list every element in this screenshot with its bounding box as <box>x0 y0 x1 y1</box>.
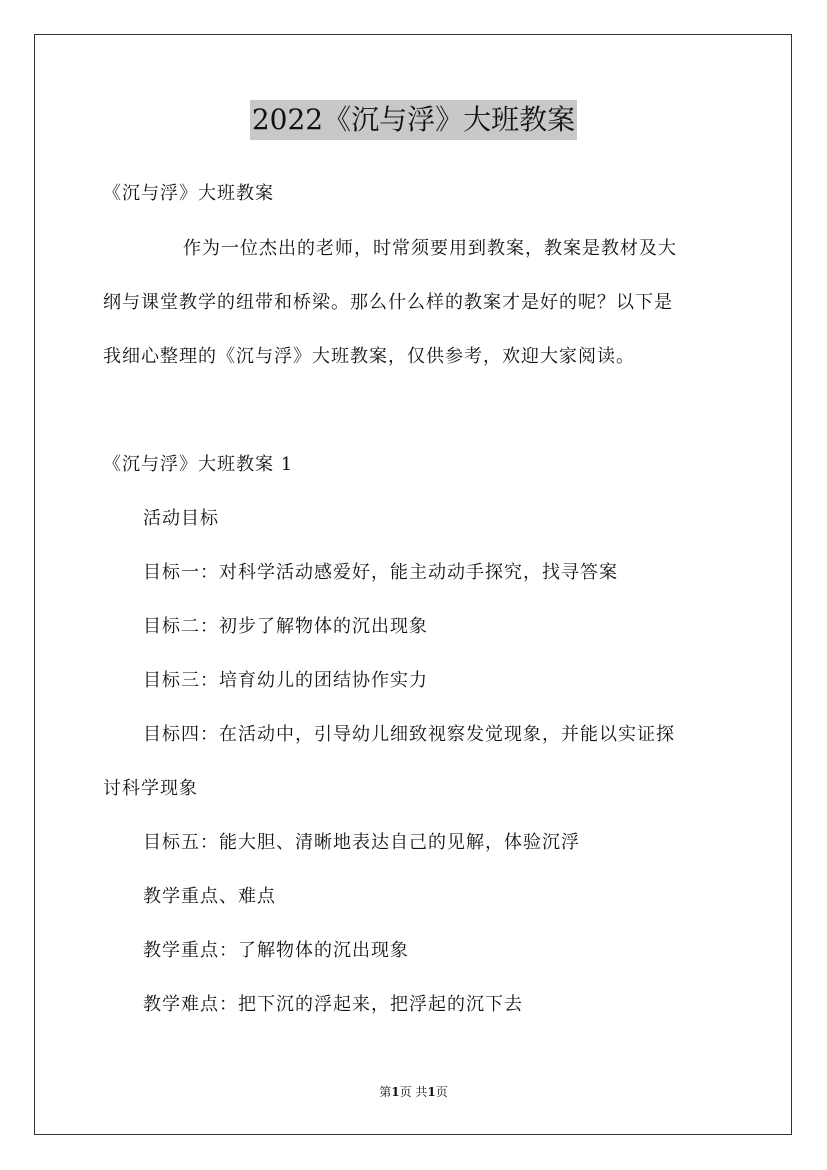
body-line-key-point: 教学重点：了解物体的沉出现象 <box>143 940 409 961</box>
footer-suffix: 页 <box>435 1085 448 1099</box>
body-line-key-points: 教学重点、难点 <box>143 886 276 907</box>
page-footer <box>0 1083 827 1101</box>
footer-prefix: 第 <box>379 1085 392 1099</box>
intro-line-1: 作为一位杰出的老师，时常须要用到教案，教案是教材及大 <box>183 238 677 259</box>
section-heading: 《沉与浮》大班教案 1 <box>103 454 294 475</box>
title-container <box>0 100 827 140</box>
footer-total-pages: 1 <box>427 1085 436 1099</box>
body-line-goal-4: 目标四：在活动中，引导幼儿细致视察发觉现象，并能以实证探 <box>143 724 675 745</box>
intro-line-3: 我细心整理的《沉与浮》大班教案，仅供参考，欢迎大家阅读。 <box>103 346 635 367</box>
body-line-goal-3: 目标三：培育幼儿的团结协作实力 <box>143 670 428 691</box>
body-line-goal-5: 目标五：能大胆、清晰地表达自己的见解，体验沉浮 <box>143 832 580 853</box>
footer-page-number: 1 <box>391 1085 400 1099</box>
body-line-goal-4-cont: 讨科学现象 <box>103 778 198 799</box>
document-subtitle: 《沉与浮》大班教案 <box>103 183 274 204</box>
body-line-activity-goals: 活动目标 <box>143 508 219 529</box>
footer-mid: 页 共 <box>399 1085 428 1099</box>
body-line-goal-1: 目标一：对科学活动感爱好，能主动动手探究，找寻答案 <box>143 562 618 583</box>
intro-line-2: 纲与课堂教学的纽带和桥梁。那么什么样的教案才是好的呢？以下是 <box>103 292 673 313</box>
body-line-difficulty: 教学难点：把下沉的浮起来，把浮起的沉下去 <box>143 994 523 1015</box>
document-title: 2022《沉与浮》大班教案 <box>250 100 577 140</box>
body-line-goal-2: 目标二：初步了解物体的沉出现象 <box>143 616 428 637</box>
